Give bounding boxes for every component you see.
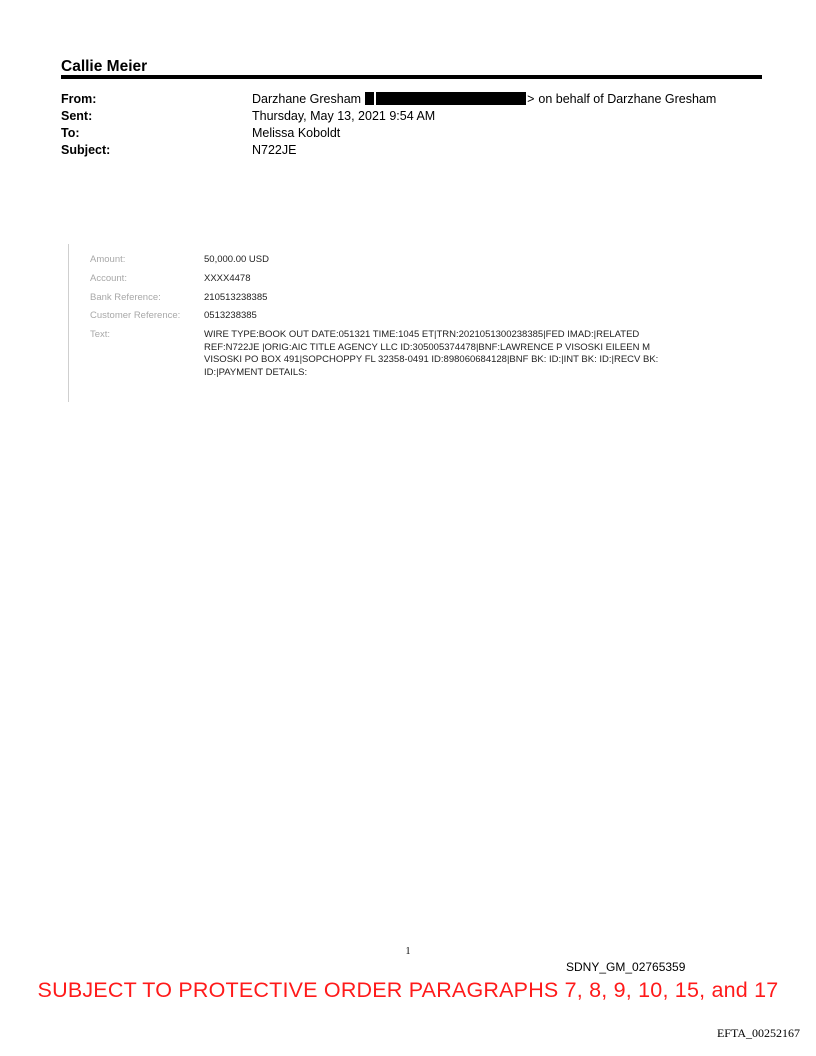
text-line: ID:|PAYMENT DETAILS: [204, 366, 308, 378]
from-name: Darzhane Gresham [252, 92, 362, 106]
subject-label: Subject: [61, 143, 111, 157]
page-number: 1 [405, 946, 411, 957]
from-row [61, 91, 761, 108]
sent-label: Sent: [61, 109, 93, 123]
customer-reference-value: 0513238385 [204, 310, 257, 321]
redaction-block [365, 92, 374, 105]
protective-order-notice: SUBJECT TO PROTECTIVE ORDER PARAGRAPHS 7, 8, 9, 10, 15, and 17 [37, 978, 779, 1002]
angle-bracket: > [527, 92, 535, 106]
text-line: VISOSKI PO BOX 491|SOPCHOPPY FL 32358-0491 ID:898060684128|BNF BK: ID:|INT BK: ID:|RECV BK: [204, 354, 659, 365]
text-line: REF:N722JE |ORIG:AIC TITLE AGENCY LLC ID:305005374478|BNF:LAWRENCE P VISOSKI EILEEN M [204, 341, 650, 353]
text-label: Text: [90, 329, 111, 340]
efta-identifier: EFTA_00252167 [716, 1026, 800, 1040]
amount-label: Amount: [90, 254, 126, 265]
to-value: Melissa Koboldt [252, 126, 341, 140]
to-row [61, 125, 761, 142]
subject-row [61, 142, 761, 159]
to-label: To: [61, 126, 80, 140]
text-value [204, 329, 684, 379]
header-divider [61, 75, 762, 79]
document-owner-name: Callie Meier [61, 58, 148, 75]
wire-details-block [68, 244, 689, 402]
text-line: WIRE TYPE:BOOK OUT DATE:051321 TIME:1045 ET|TRN:2021051300238385|FED IMAD:|RELATED [204, 329, 640, 340]
sent-value: Thursday, May 13, 2021 9:54 AM [252, 109, 436, 123]
customer-reference-label: Customer Reference: [90, 310, 181, 321]
bank-reference-label: Bank Reference: [90, 292, 161, 303]
subject-value: N722JE [252, 143, 297, 157]
bank-reference-value: 210513238385 [204, 292, 268, 303]
from-suffix: on behalf of Darzhane Gresham [538, 92, 717, 106]
from-label: From: [61, 92, 97, 106]
bates-number: SDNY_GM_02765359 [566, 960, 686, 974]
amount-value: 50,000.00 USD [204, 254, 269, 265]
sent-row [61, 108, 761, 125]
account-value: XXXX4478 [204, 273, 251, 284]
redaction-block [376, 92, 526, 105]
from-value [252, 91, 761, 108]
account-label: Account: [90, 273, 127, 284]
email-header [61, 91, 761, 159]
